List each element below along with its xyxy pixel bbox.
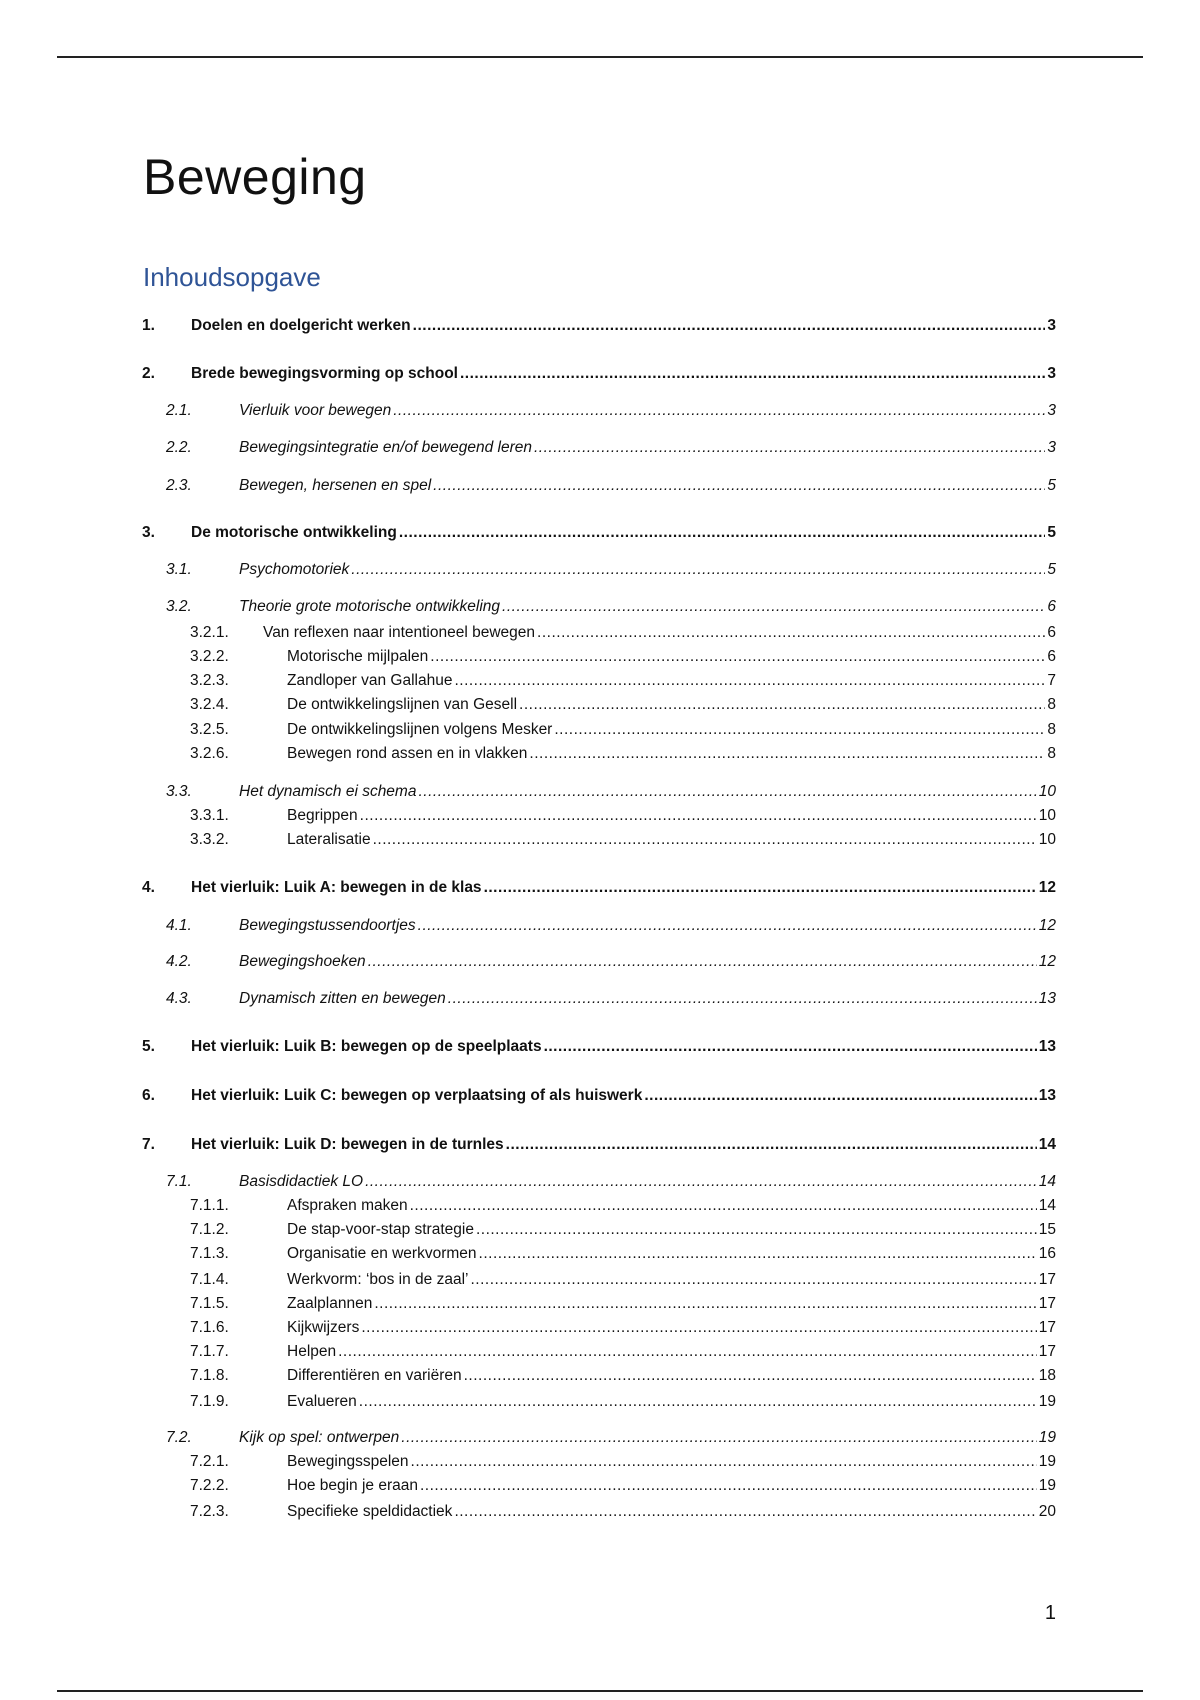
toc-entry-number: 2. <box>142 365 155 382</box>
toc-entry[interactable] <box>0 1427 1200 1449</box>
dot-leader <box>534 437 1045 459</box>
toc-entry[interactable] <box>0 400 1200 422</box>
toc-entry-title: Organisatie en werkvormen <box>287 1245 477 1262</box>
toc-entry-page: 19 <box>1038 1429 1056 1446</box>
toc-entry-number: 6. <box>142 1087 155 1104</box>
toc-entry-number: 7.2.3. <box>190 1503 229 1520</box>
top-rule <box>57 56 1143 58</box>
toc-entry-number: 5. <box>142 1038 155 1055</box>
dot-leader <box>359 1391 1037 1413</box>
dot-leader <box>460 363 1045 385</box>
toc-entry-line <box>239 915 1056 937</box>
toc-entry-line <box>287 1501 1056 1523</box>
toc-entry-page: 6 <box>1047 648 1056 665</box>
toc-entry[interactable] <box>0 1269 1200 1291</box>
dot-leader <box>529 743 1045 765</box>
toc-entry-title: Lateralisatie <box>287 831 371 848</box>
toc-entry[interactable] <box>0 1219 1200 1241</box>
toc-entry-page: 8 <box>1047 696 1056 713</box>
toc-entry-title: Helpen <box>287 1343 337 1360</box>
toc-entry-number: 2.2. <box>166 439 192 456</box>
toc-entry[interactable] <box>0 475 1200 497</box>
dot-leader <box>519 694 1045 716</box>
toc-entry-title: Differentiëren en variëren <box>287 1367 462 1384</box>
toc-entry-title: Brede bewegingsvorming op school <box>191 365 458 382</box>
dot-leader <box>360 805 1037 827</box>
toc-entry-number: 4.3. <box>166 990 192 1007</box>
toc-entry-page: 6 <box>1047 624 1056 641</box>
dot-leader <box>418 781 1036 803</box>
toc-entry-title: Bewegingstussendoortjes <box>239 917 416 934</box>
toc-entry[interactable] <box>0 829 1200 851</box>
toc-entry[interactable] <box>0 915 1200 937</box>
dot-leader <box>420 1475 1037 1497</box>
toc-entry[interactable] <box>0 1341 1200 1363</box>
toc-entry-title: Vierluik voor bewegen <box>239 402 392 419</box>
toc-entry-line <box>191 877 1056 899</box>
toc-entry-title: Doelen en doelgericht werken <box>191 317 411 334</box>
toc-entry-line <box>287 829 1056 851</box>
toc-entry-number: 7.1.2. <box>190 1221 229 1238</box>
toc-entry[interactable] <box>0 522 1200 544</box>
toc-entry-number: 1. <box>142 317 155 334</box>
toc-entry-number: 3.2.3. <box>190 672 229 689</box>
toc-entry-line <box>287 1195 1056 1217</box>
toc-entry-page: 17 <box>1038 1271 1056 1288</box>
toc-entry-number: 7.1.6. <box>190 1319 229 1336</box>
toc-entry-line <box>191 1036 1056 1058</box>
dot-leader <box>464 1365 1037 1387</box>
toc-entry-title: Motorische mijlpalen <box>287 648 429 665</box>
toc-entry-page: 12 <box>1038 917 1056 934</box>
toc-entry-page: 5 <box>1047 524 1056 541</box>
toc-entry-number: 3.3.1. <box>190 807 229 824</box>
toc-entry-page: 18 <box>1038 1367 1056 1384</box>
toc-entry-page: 13 <box>1038 1087 1056 1104</box>
toc-entry-title: Dynamisch zitten en bewegen <box>239 990 446 1007</box>
toc-entry-number: 7. <box>142 1136 155 1153</box>
toc-entry-number: 4.2. <box>166 953 192 970</box>
toc-entry-number: 7.1.4. <box>190 1271 229 1288</box>
toc-entry-page: 12 <box>1038 953 1056 970</box>
dot-leader <box>418 915 1037 937</box>
toc-entry-line <box>287 1341 1056 1363</box>
toc-entry-page: 13 <box>1038 990 1056 1007</box>
toc-entry[interactable] <box>0 622 1200 644</box>
toc-entry-page: 8 <box>1047 721 1056 738</box>
toc-entry-title: Theorie grote motorische ontwikkeling <box>239 598 501 615</box>
toc-entry-line <box>287 670 1056 692</box>
toc-entry-title: Kijkwijzers <box>287 1319 360 1336</box>
toc-entry-number: 7.1.1. <box>190 1197 229 1214</box>
toc-entry-line <box>239 781 1056 803</box>
toc-heading: Inhoudsopgave <box>143 262 321 292</box>
toc-entry-title: De motorische ontwikkeling <box>191 524 397 541</box>
toc-entry-title: Begrippen <box>287 807 358 824</box>
toc-entry-number: 2.3. <box>166 477 192 494</box>
dot-leader <box>448 988 1037 1010</box>
toc-entry-title: Afspraken maken <box>287 1197 408 1214</box>
toc-entry-title: Werkvorm: ‘bos in de zaal’ <box>287 1271 469 1288</box>
dot-leader <box>433 475 1045 497</box>
toc-entry-line <box>191 522 1056 544</box>
toc-entry-line <box>191 363 1056 385</box>
dot-leader <box>368 951 1037 973</box>
toc-entry-page: 17 <box>1038 1319 1056 1336</box>
dot-leader <box>351 559 1045 581</box>
toc-entry-number: 2.1. <box>166 402 192 419</box>
toc-entry[interactable] <box>0 1501 1200 1523</box>
dot-leader <box>361 1317 1036 1339</box>
toc-entry-page: 3 <box>1047 439 1056 456</box>
toc-entry-number: 3.3. <box>166 783 192 800</box>
bottom-rule <box>57 1690 1143 1692</box>
toc-entry-title: Het vierluik: Luik D: bewegen in de turnles <box>191 1136 504 1153</box>
dot-leader <box>544 1036 1037 1058</box>
toc-entry-number: 3.2.4. <box>190 696 229 713</box>
toc-entry[interactable] <box>0 1293 1200 1315</box>
toc-entry-title: Bewegingshoeken <box>239 953 366 970</box>
toc-entry-line <box>263 622 1056 644</box>
toc-entry-page: 6 <box>1047 598 1056 615</box>
toc-entry-line <box>287 743 1056 765</box>
toc-entry-page: 17 <box>1038 1295 1056 1312</box>
dot-leader <box>413 315 1046 337</box>
toc-entry[interactable] <box>0 951 1200 973</box>
toc-entry-title: Zandloper van Gallahue <box>287 672 453 689</box>
toc-entry-number: 7.2.2. <box>190 1477 229 1494</box>
toc-entry-number: 3.2.2. <box>190 648 229 665</box>
toc-entry-title: Evalueren <box>287 1393 357 1410</box>
toc-entry-line <box>239 475 1056 497</box>
dot-leader <box>502 596 1045 618</box>
dot-leader <box>476 1219 1037 1241</box>
toc-entry-title: De ontwikkelingslijnen van Gesell <box>287 696 518 713</box>
toc-entry-title: Hoe begin je eraan <box>287 1477 418 1494</box>
toc-entry[interactable] <box>0 1365 1200 1387</box>
toc-entry[interactable] <box>0 988 1200 1010</box>
toc-entry-page: 14 <box>1038 1197 1056 1214</box>
toc-entry-line <box>239 437 1056 459</box>
toc-entry[interactable] <box>0 1195 1200 1217</box>
toc-entry[interactable] <box>0 1134 1200 1156</box>
toc-entry[interactable] <box>0 694 1200 716</box>
toc-entry-line <box>287 646 1056 668</box>
toc-entry-line <box>239 559 1056 581</box>
dot-leader <box>454 670 1045 692</box>
toc-entry-number: 7.2.1. <box>190 1453 229 1470</box>
toc-entry[interactable] <box>0 781 1200 803</box>
dot-leader <box>644 1085 1036 1107</box>
toc-entry-title: Van reflexen naar intentioneel bewegen <box>263 624 536 641</box>
page-title: Beweging <box>143 149 367 205</box>
toc-entry-line <box>287 1219 1056 1241</box>
dot-leader <box>338 1341 1037 1363</box>
toc-entry-number: 3.1. <box>166 561 192 578</box>
dot-leader <box>470 1269 1036 1291</box>
toc-entry-title: Zaalplannen <box>287 1295 373 1312</box>
toc-entry-title: Bewegen rond assen en in vlakken <box>287 745 528 762</box>
toc-entry[interactable] <box>0 437 1200 459</box>
toc-entry-title: Bewegingsspelen <box>287 1453 409 1470</box>
toc-entry[interactable] <box>0 1475 1200 1497</box>
toc-entry[interactable] <box>0 1171 1200 1193</box>
toc-entry-title: Basisdidactiek LO <box>239 1173 364 1190</box>
toc-entry-page: 14 <box>1038 1136 1056 1153</box>
toc-entry-number: 3.2. <box>166 598 192 615</box>
toc-entry[interactable] <box>0 805 1200 827</box>
toc-entry-number: 3.2.6. <box>190 745 229 762</box>
toc-entry-title: Specifieke speldidactiek <box>287 1503 453 1520</box>
page-number: 1 <box>1044 1602 1056 1624</box>
dot-leader <box>410 1195 1037 1217</box>
dot-leader <box>365 1171 1037 1193</box>
toc-entry-title: Kijk op spel: ontwerpen <box>239 1429 400 1446</box>
toc-entry-page: 15 <box>1038 1221 1056 1238</box>
toc-entry-line <box>191 315 1056 337</box>
toc-entry-title: Bewegen, hersenen en spel <box>239 477 432 494</box>
toc-entry-line <box>287 1475 1056 1497</box>
toc-entry-line <box>287 719 1056 741</box>
toc-entry-title: Psychomotoriek <box>239 561 350 578</box>
dot-leader <box>393 400 1045 422</box>
toc-entry-number: 7.1.5. <box>190 1295 229 1312</box>
toc-entry-page: 14 <box>1038 1173 1056 1190</box>
toc-entry-page: 16 <box>1038 1245 1056 1262</box>
dot-leader <box>373 829 1037 851</box>
toc-entry[interactable] <box>0 1317 1200 1339</box>
toc-entry-number: 7.1.9. <box>190 1393 229 1410</box>
toc-entry-page: 7 <box>1047 672 1056 689</box>
toc-entry-title: De ontwikkelingslijnen volgens Mesker <box>287 721 553 738</box>
toc-entry-title: Het vierluik: Luik C: bewegen op verplaatsing of als huiswerk <box>191 1087 643 1104</box>
toc-entry-number: 4.1. <box>166 917 192 934</box>
toc-entry[interactable] <box>0 1451 1200 1473</box>
dot-leader <box>479 1243 1037 1265</box>
toc-entry-page: 12 <box>1038 879 1056 896</box>
toc-entry[interactable] <box>0 596 1200 618</box>
toc-entry[interactable] <box>0 743 1200 765</box>
toc-entry-number: 3.3.2. <box>190 831 229 848</box>
toc-entry-line <box>287 1365 1056 1387</box>
toc-entry[interactable] <box>0 1243 1200 1265</box>
toc-entry-line <box>191 1085 1056 1107</box>
toc-entry-page: 5 <box>1047 561 1056 578</box>
toc-entry-line <box>287 1451 1056 1473</box>
dot-leader <box>399 522 1046 544</box>
toc-entry-page: 3 <box>1047 365 1056 382</box>
dot-leader <box>430 646 1045 668</box>
toc-entry-line <box>287 694 1056 716</box>
toc-entry-line <box>239 1427 1056 1449</box>
dot-leader <box>537 622 1045 644</box>
toc-entry-page: 8 <box>1047 745 1056 762</box>
toc-entry[interactable] <box>0 315 1200 337</box>
toc-entry-page: 17 <box>1038 1343 1056 1360</box>
toc-entry-line <box>287 1243 1056 1265</box>
toc-entry-page: 19 <box>1038 1477 1056 1494</box>
toc-entry[interactable] <box>0 670 1200 692</box>
toc-entry[interactable] <box>0 1391 1200 1413</box>
toc-entry-number: 7.1.3. <box>190 1245 229 1262</box>
toc-entry[interactable] <box>0 559 1200 581</box>
dot-leader <box>454 1501 1036 1523</box>
toc-entry-line <box>287 1293 1056 1315</box>
dot-leader <box>374 1293 1036 1315</box>
toc-entry-page: 3 <box>1047 317 1056 334</box>
dot-leader <box>506 1134 1037 1156</box>
toc-entry-number: 3.2.1. <box>190 624 229 641</box>
toc-entry-title: Het dynamisch ei schema <box>239 783 417 800</box>
toc-entry-line <box>239 1171 1056 1193</box>
dot-leader <box>401 1427 1036 1449</box>
toc-entry-page: 19 <box>1038 1453 1056 1470</box>
toc-entry-page: 10 <box>1038 783 1056 800</box>
toc-entry-line <box>239 988 1056 1010</box>
toc-entry-title: Het vierluik: Luik B: bewegen op de speelplaats <box>191 1038 542 1055</box>
toc-entry-page: 10 <box>1038 831 1056 848</box>
toc-entry-line <box>287 1269 1056 1291</box>
toc-entry-number: 4. <box>142 879 155 896</box>
toc-entry-page: 10 <box>1038 807 1056 824</box>
toc-entry-title: Het vierluik: Luik A: bewegen in de klas <box>191 879 482 896</box>
toc-entry-page: 13 <box>1038 1038 1056 1055</box>
dot-leader <box>554 719 1045 741</box>
toc-entry-number: 3.2.5. <box>190 721 229 738</box>
toc-entry-title: De stap-voor-stap strategie <box>287 1221 474 1238</box>
toc-entry-number: 7.1.7. <box>190 1343 229 1360</box>
toc-entry-number: 7.2. <box>166 1429 192 1446</box>
toc-entry-line <box>191 1134 1056 1156</box>
toc-entry-line <box>239 951 1056 973</box>
toc-entry-page: 3 <box>1047 402 1056 419</box>
dot-leader <box>411 1451 1037 1473</box>
toc-entry-number: 7.1. <box>166 1173 192 1190</box>
toc-entry[interactable] <box>0 877 1200 899</box>
toc-entry-line <box>287 1317 1056 1339</box>
toc-entry-line <box>239 596 1056 618</box>
dot-leader <box>484 877 1037 899</box>
toc-entry-line <box>287 1391 1056 1413</box>
toc-entry-title: Bewegingsintegratie en/of bewegend leren <box>239 439 532 456</box>
toc-entry[interactable] <box>0 1085 1200 1107</box>
toc-entry[interactable] <box>0 363 1200 385</box>
toc-entry-line <box>287 805 1056 827</box>
toc-entry[interactable] <box>0 646 1200 668</box>
toc-entry-line <box>239 400 1056 422</box>
toc-entry[interactable] <box>0 719 1200 741</box>
toc-entry-page: 20 <box>1038 1503 1056 1520</box>
toc-entry-number: 3. <box>142 524 155 541</box>
toc-entry-page: 5 <box>1047 477 1056 494</box>
toc-entry-page: 19 <box>1038 1393 1056 1410</box>
toc-entry-number: 7.1.8. <box>190 1367 229 1384</box>
toc-entry[interactable] <box>0 1036 1200 1058</box>
